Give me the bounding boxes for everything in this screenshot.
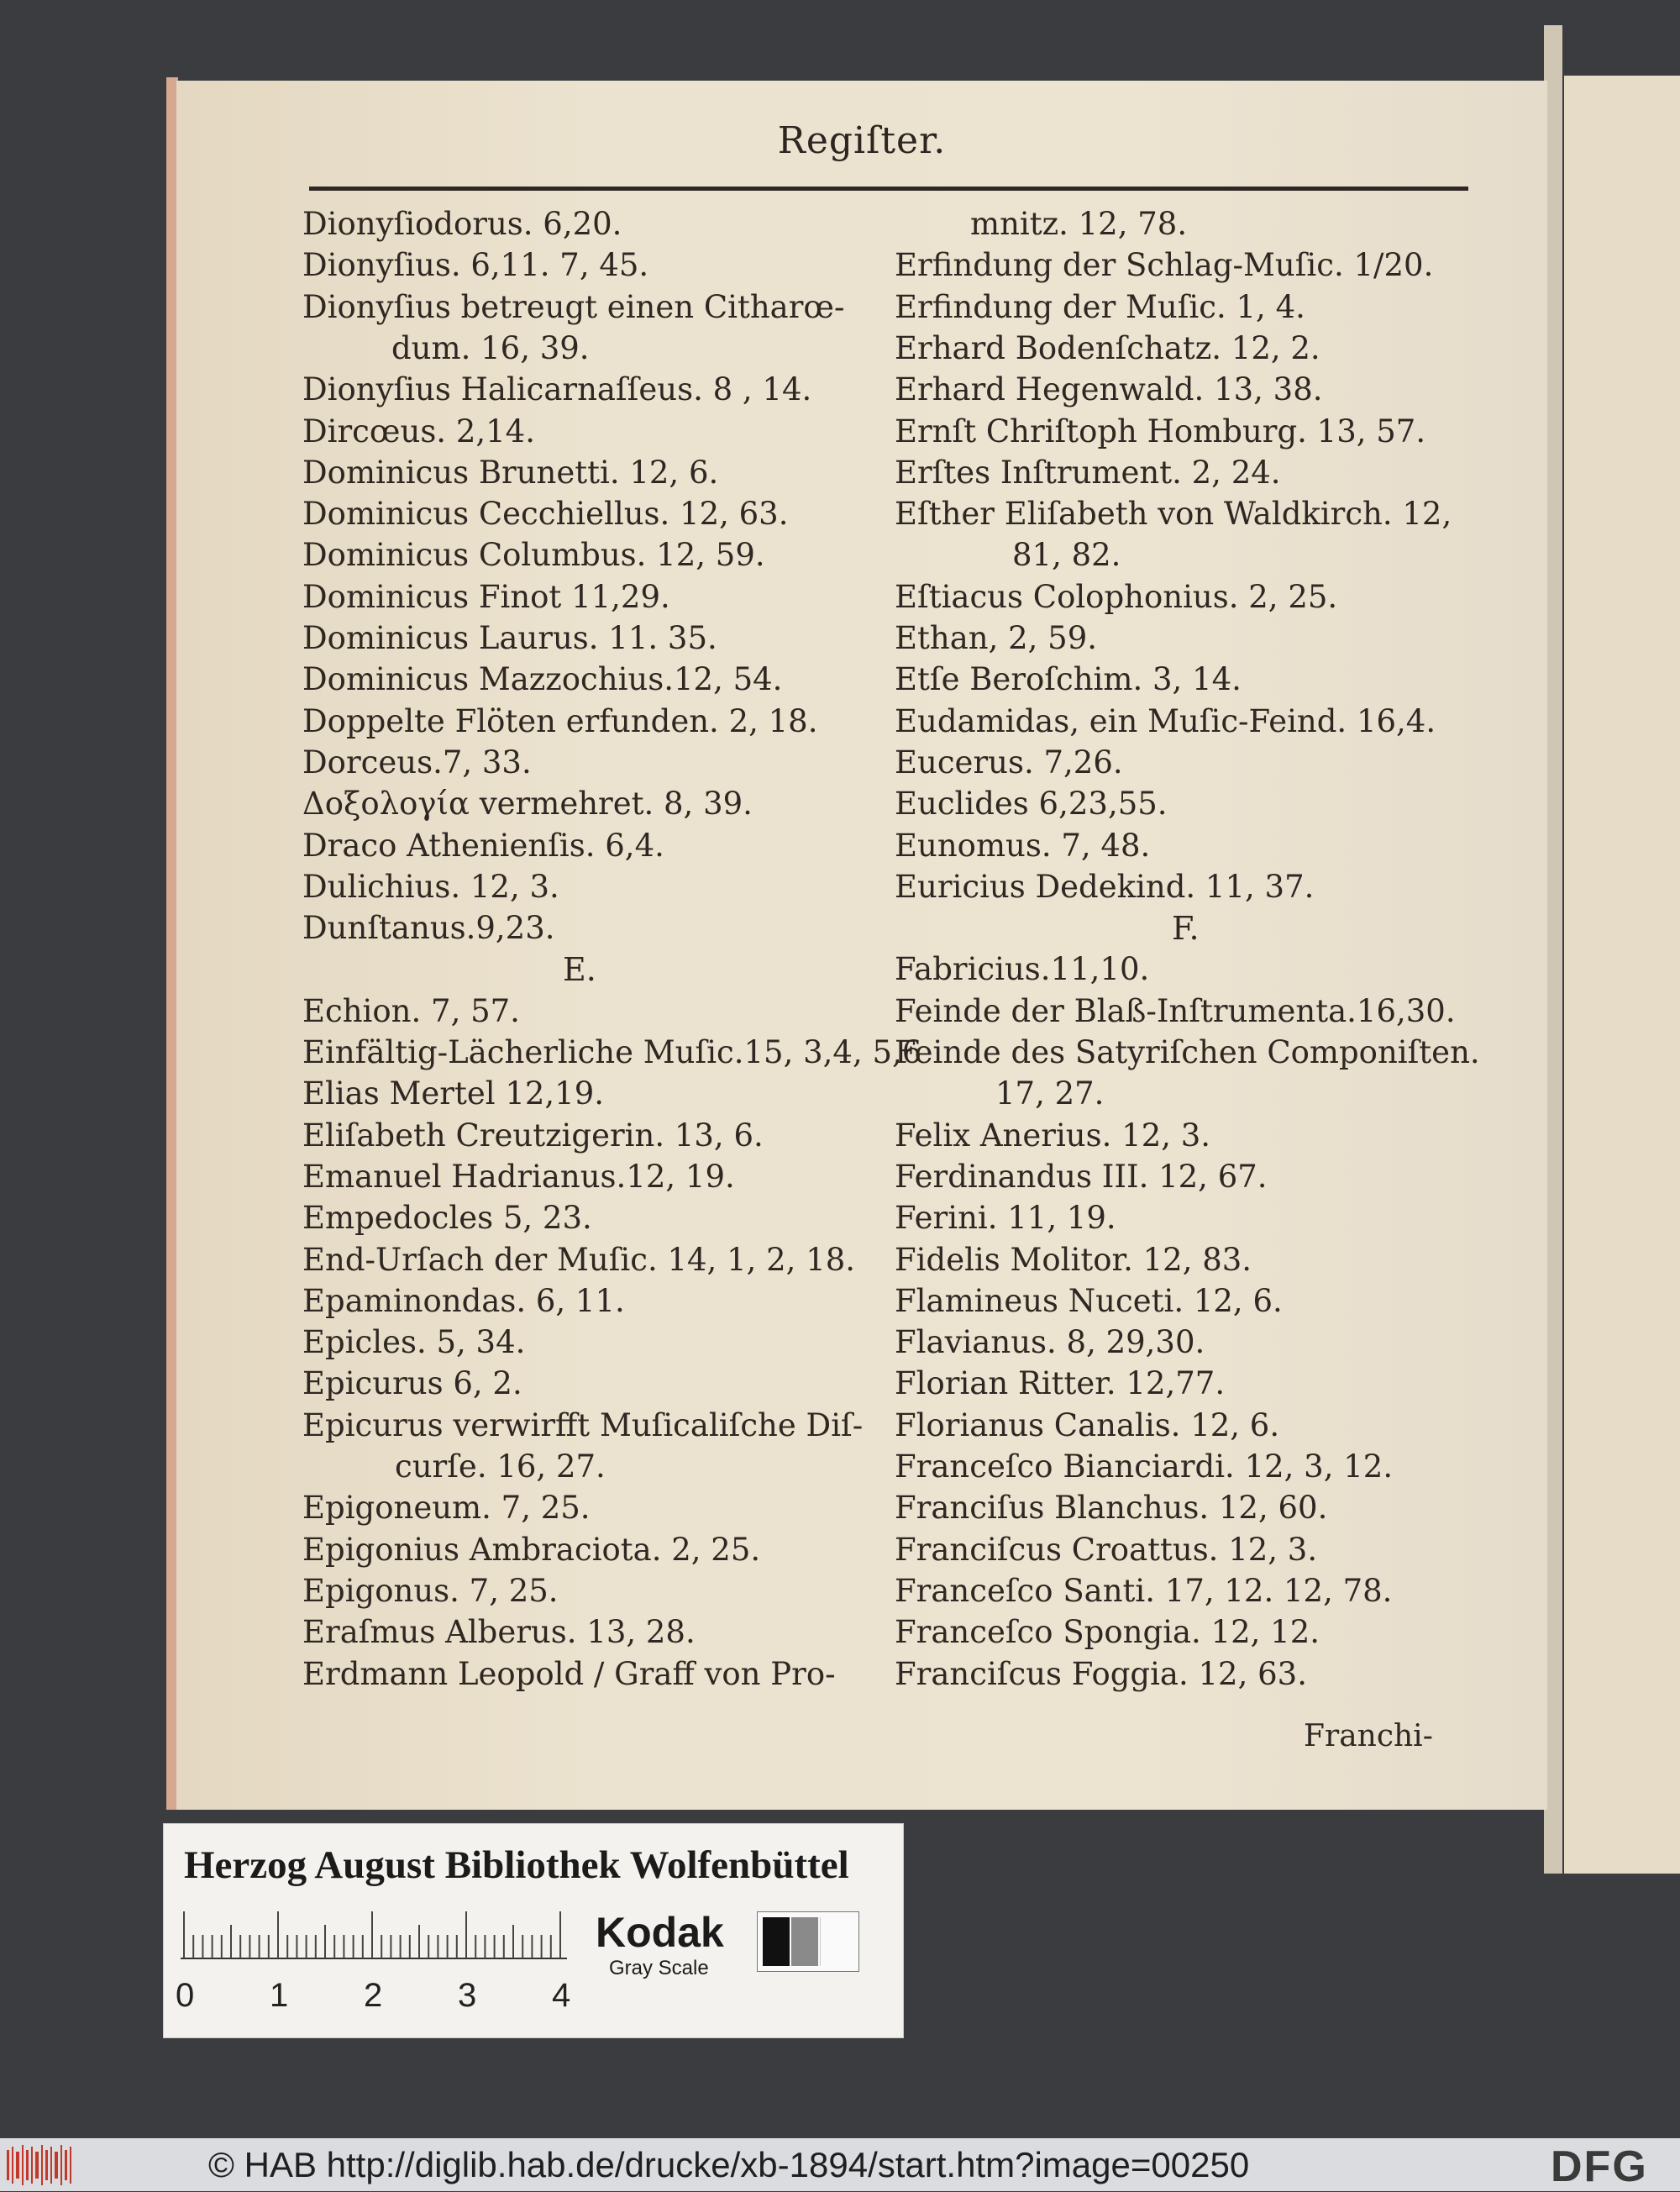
index-entry: Flamineus Nuceti. 12, 6. xyxy=(895,1282,1283,1319)
footer-copyright: © HAB http://diglib.hab.de/drucke/xb-1894/start.htm?image=00250 xyxy=(208,2145,1250,2184)
dfg-logo: DFG xyxy=(1551,2142,1648,2191)
swatch-gray xyxy=(791,1917,818,1966)
index-entry: Feinde der Blaß-Inſtrumenta.16,30. xyxy=(895,992,1456,1029)
index-entry: Ethan, 2, 59. xyxy=(895,620,1098,656)
section-letter: E. xyxy=(563,951,596,989)
index-entry: dum. 16, 39. xyxy=(391,329,590,366)
index-entry: Dominicus Columbus. 12, 59. xyxy=(302,537,765,574)
index-entry: Epicurus 6, 2. xyxy=(302,1365,522,1402)
index-entry: Erhard Hegenwald. 13, 38. xyxy=(895,371,1323,408)
index-entry: Eſtiacus Colophonius. 2, 25. xyxy=(895,578,1338,615)
index-entry: Feinde des Satyriſchen Componiſten. xyxy=(895,1034,1480,1070)
ruler-number: 1 xyxy=(270,1977,289,2014)
index-entry: Etſe Beroſchim. 3, 14. xyxy=(895,661,1242,698)
swatch-white xyxy=(820,1917,853,1966)
index-entry: Eraſmus Alberus. 13, 28. xyxy=(302,1614,696,1651)
header-rule xyxy=(309,187,1468,191)
index-entry: Dominicus Cecchiellus. 12, 63. xyxy=(302,496,789,533)
index-entry: Florian Ritter. 12,77. xyxy=(895,1365,1226,1402)
index-entry: End-Urſach der Muſic. 14, 1, 2, 18. xyxy=(302,1241,856,1278)
swatch-black xyxy=(763,1917,790,1966)
ruler-number: 0 xyxy=(176,1977,195,2014)
index-entry: Dominicus Finot 11,29. xyxy=(302,578,670,615)
index-entry: Epigoneum. 7, 25. xyxy=(302,1490,591,1527)
index-entry: Ferdinandus III. 12, 67. xyxy=(895,1158,1268,1195)
index-entry: Draco Athenienſis. 6,4. xyxy=(302,827,664,864)
index-entry: Franciſcus Croattus. 12, 3. xyxy=(895,1531,1318,1568)
index-entry: Flavianus. 8, 29,30. xyxy=(895,1324,1205,1361)
index-entry: Dionyſius Halicarnaſſeus. 8 , 14. xyxy=(302,371,812,408)
index-entry: Dulichius. 12, 3. xyxy=(302,868,559,905)
ruler-scale xyxy=(181,1910,567,1960)
index-entry: Fabricius.11,10. xyxy=(895,951,1150,988)
index-entry: Erhard Bodenſchatz. 12, 2. xyxy=(895,329,1320,366)
index-entry: Eunomus. 7, 48. xyxy=(895,827,1151,864)
kodak-brand: Kodak xyxy=(596,1909,724,1956)
index-entry: Euricius Dedekind. 11, 37. xyxy=(895,868,1315,905)
section-letter: F. xyxy=(1172,910,1200,948)
index-entry: Dominicus Mazzochius.12, 54. xyxy=(302,661,783,698)
index-entry: Dorceus.7, 33. xyxy=(302,744,532,781)
index-entry: 17, 27. xyxy=(995,1075,1105,1112)
index-entry: 81, 82. xyxy=(1012,537,1121,574)
index-entry: Erdmann Leopold / Graff von Pro- xyxy=(302,1655,836,1692)
gray-swatches xyxy=(757,1911,859,1972)
index-entry: Dionyſius. 6,11. 7, 45. xyxy=(302,247,649,284)
index-entry: Franceſco Bianciardi. 12, 3, 12. xyxy=(895,1448,1394,1485)
index-entry: Franceſco Spongia. 12, 12. xyxy=(895,1614,1320,1651)
card-title: Herzog August Bibliothek Wolfenbüttel xyxy=(184,1843,849,1887)
index-entry: Fidelis Molitor. 12, 83. xyxy=(895,1241,1252,1278)
index-entry: Dominicus Laurus. 11. 35. xyxy=(302,620,717,656)
index-entry: Ferini. 11, 19. xyxy=(895,1200,1116,1237)
ruler-number: 4 xyxy=(552,1977,571,2014)
index-entry: Δοξολογία vermehret. 8, 39. xyxy=(302,786,753,823)
index-entry: Dionyſius betreugt einen Citharœ- xyxy=(302,288,845,325)
book-page xyxy=(176,81,1547,1810)
index-entry: Euclides 6,23,55. xyxy=(895,786,1168,823)
index-entry: Erſtes Inſtrument. 2, 24. xyxy=(895,454,1281,491)
index-entry: curſe. 16, 27. xyxy=(395,1448,606,1485)
index-entry: Florianus Canalis. 12, 6. xyxy=(895,1406,1280,1443)
index-entry: Dominicus Brunetti. 12, 6. xyxy=(302,454,719,491)
adjacent-page xyxy=(1564,76,1680,1874)
index-entry: Dircœus. 2,14. xyxy=(302,413,535,449)
index-entry: Epaminondas. 6, 11. xyxy=(302,1282,625,1319)
index-entry: Epigonus. 7, 25. xyxy=(302,1572,559,1609)
index-entry: Doppelte Flöten erfunden. 2, 18. xyxy=(302,702,818,739)
index-entry: Dunſtanus.9,23. xyxy=(302,910,555,947)
index-entry: Erfindung der Schlag-Muſic. 1/20. xyxy=(895,247,1434,284)
index-entry: Epicurus verwirfft Muſicaliſche Diſ- xyxy=(302,1406,864,1443)
barcode-icon xyxy=(7,2145,76,2185)
index-entry: Franciſcus Foggia. 12, 63. xyxy=(895,1655,1307,1692)
index-entry: Einfältig-Lächerliche Muſic.15, 3,4, 5,6 xyxy=(302,1034,922,1070)
page-header: Regiſter. xyxy=(777,119,947,162)
index-entry: Eucerus. 7,26. xyxy=(895,744,1123,781)
index-entry: Felix Anerius. 12, 3. xyxy=(895,1117,1211,1154)
index-entry: Echion. 7, 57. xyxy=(302,992,520,1029)
index-entry: Emanuel Hadrianus.12, 19. xyxy=(302,1158,735,1195)
index-entry: Franceſco Santi. 17, 12. 12, 78. xyxy=(895,1572,1393,1609)
index-entry: Eliſabeth Creutzigerin. 13, 6. xyxy=(302,1117,764,1154)
index-entry: Ernſt Chriſtoph Homburg. 13, 57. xyxy=(895,413,1426,449)
index-entry: Epicles. 5, 34. xyxy=(302,1324,526,1361)
ruler-number: 2 xyxy=(364,1977,383,2014)
index-entry: Erfindung der Muſic. 1, 4. xyxy=(895,288,1305,325)
index-entry: Eudamidas, ein Muſic-Feind. 16,4. xyxy=(895,702,1436,739)
gray-scale-label: Gray Scale xyxy=(609,1957,709,1979)
index-entry: Epigonius Ambraciota. 2, 25. xyxy=(302,1531,761,1568)
ruler-numbers xyxy=(176,1977,579,2019)
index-entry: mnitz. 12, 78. xyxy=(970,206,1188,242)
ruler-number: 3 xyxy=(458,1977,477,2014)
catchword: Franchi- xyxy=(1304,1719,1433,1753)
index-entry: Dionyſiodorus. 6,20. xyxy=(302,206,622,242)
index-entry: Empedocles 5, 23. xyxy=(302,1200,592,1237)
footer-bar xyxy=(0,2138,1680,2191)
index-entry: Eſther Eliſabeth von Waldkirch. 12, xyxy=(895,496,1452,533)
library-color-card xyxy=(163,1823,904,2038)
index-entry: Franciſus Blanchus. 12, 60. xyxy=(895,1490,1328,1527)
index-entry: Elias Mertel 12,19. xyxy=(302,1075,604,1112)
